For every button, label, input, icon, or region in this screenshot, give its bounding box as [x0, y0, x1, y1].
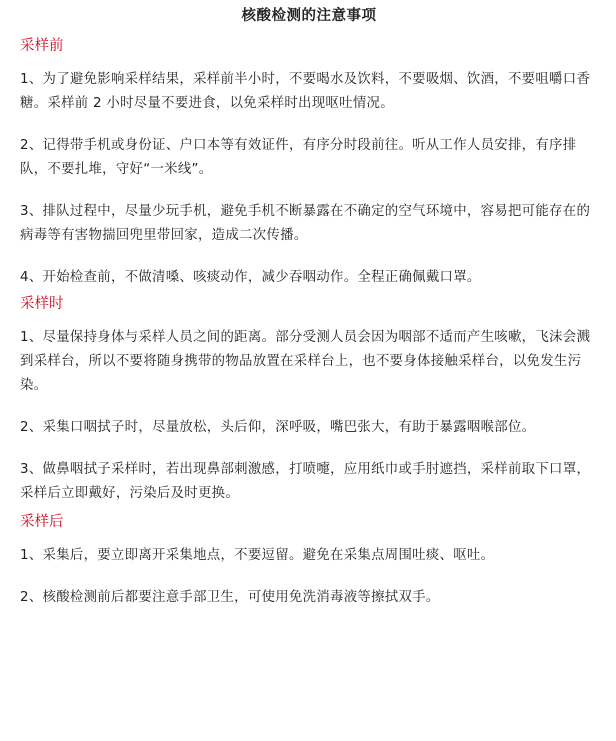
paragraph-before-4: 4、开始检查前，不做清嗓、咳痰动作，减少吞咽动作。全程正确佩戴口罩。 [20, 270, 481, 285]
paragraph-after-2: 2、核酸检测前后都要注意手部卫生，可使用免洗消毒液等擦拭双手。 [20, 590, 440, 605]
paragraph-before-3: 3、排队过程中，尽量少玩手机，避免手机不断暴露在不确定的空气环境中，容易把可能存在的病毒等有害物揣回兜里带回家，造成二次传播。 [20, 204, 591, 243]
paragraph-after-1: 1、采集后，要立即离开采集地点，不要逗留。避免在采集点周围吐痰、呕吐。 [20, 548, 495, 563]
section-heading-before-sampling: 采样前 [20, 38, 64, 54]
section-heading-during-sampling: 采样时 [20, 296, 64, 312]
paragraph-during-1: 1、尽量保持身体与采样人员之间的距离。部分受测人员会因为咽部不适而产生咳嗽，飞沫会溅到采样台，所以不要将随身携带的物品放置在采样台上，也不要身体接触采样台，以免发生污染。 [20, 330, 591, 393]
paragraph-during-3: 3、做鼻咽拭子采样时，若出现鼻部刺激感，打喷嚏，应用纸巾或手肘遮挡，采样前取下口罩，采样后立即戴好，污染后及时更换。 [20, 462, 591, 501]
paragraph-before-2: 2、记得带手机或身份证、户口本等有效证件，有序分时段前往。听从工作人员安排，有序排队，不要扎堆，守好“一米线”。 [20, 138, 577, 177]
paragraph-during-2: 2、采集口咽拭子时，尽量放松，头后仰，深呼吸，嘴巴张大，有助于暴露咽喉部位。 [20, 420, 536, 435]
section-heading-after-sampling: 采样后 [20, 514, 64, 530]
page-title: 核酸检测的注意事项 [241, 8, 377, 24]
paragraph-before-1: 1、为了避免影响采样结果，采样前半小时，不要喝水及饮料，不要吸烟、饮酒，不要咀嚼口香糖。采样前 2 小时尽量不要进食，以免采样时出现呕吐情况。 [20, 72, 591, 111]
